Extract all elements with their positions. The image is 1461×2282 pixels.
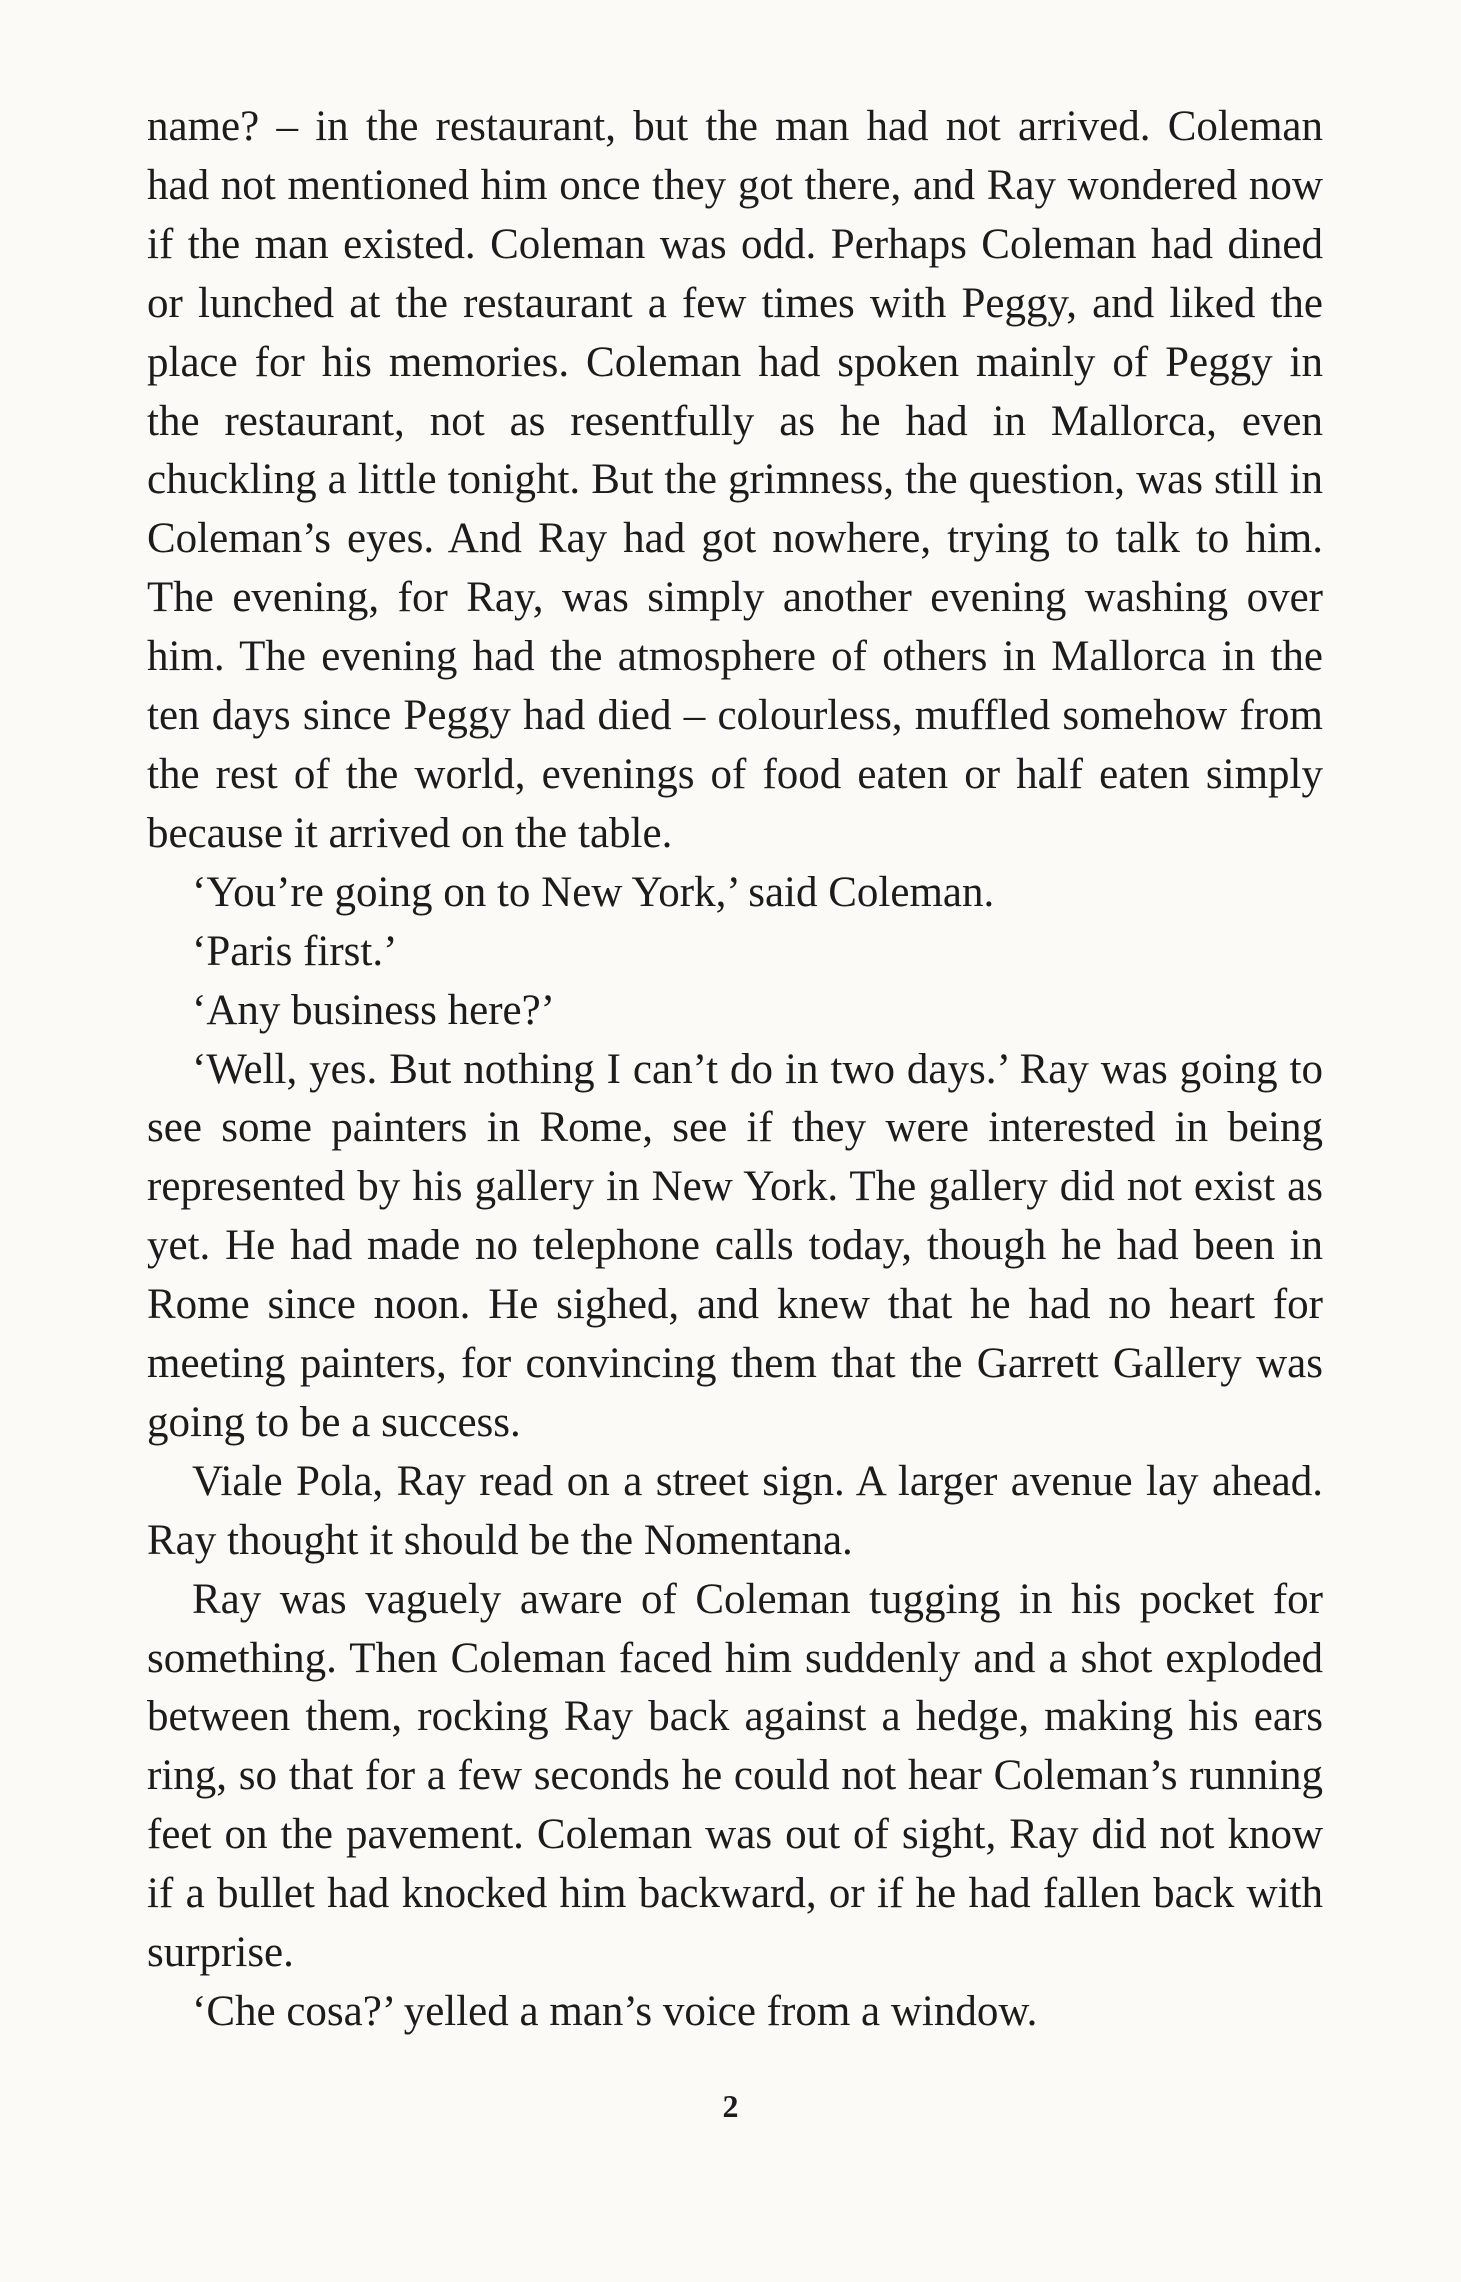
paragraph-3: ‘Paris first.’ bbox=[192, 927, 398, 975]
paragraph-5: ‘Well, yes. But nothing I can’t do in two days.’ Ray was going to see some painters in Rome, see if they were interested in being represented by his gallery in New York. The gallery did not exist as yet. He had made no telephone calls today, though he had been in Rome since noon. He sighed, and knew that he had no heart for meeting painters, for convincing them that the Garrett Gallery was going to be a success. bbox=[147, 1045, 1323, 1446]
body-text bbox=[147, 98, 1323, 2042]
paragraph-7: Ray was vaguely aware of Coleman tugging in his pocket for something. Then Coleman faced him suddenly and a shot exploded between them, rocking Ray back against a hedge, making his ears ring, so that for a few seconds he could not hear Coleman’s running feet on the pavement. Coleman was out of sight, Ray did not know if a bullet had knocked him backward, or if he had fallen back with surprise. bbox=[147, 1575, 1323, 1977]
paragraph-6: Viale Pola, Ray read on a street sign. A larger avenue lay ahead. Ray thought it should be the Nomentana. bbox=[147, 1457, 1323, 1564]
paragraph-8: ‘Che cosa?’ yelled a man’s voice from a window. bbox=[192, 1988, 1038, 2035]
page-number: 2 bbox=[722, 2088, 739, 2124]
paragraph-2: ‘You’re going on to New York,’ said Coleman. bbox=[192, 868, 995, 916]
paragraph-4: ‘Any business here?’ bbox=[192, 986, 556, 1034]
paragraph-1: name? – in the restaurant, but the man had not arrived. Coleman had not mentioned him once they got there, and Ray wondered now if the man existed. Coleman was odd. Perhaps Coleman had dined or lunched at the restaurant a few times with Peggy, and liked the place for his memories. Coleman had spoken mainly of Peggy in the restaurant, not as resentfully as he had in Mallorca, even chuckling a little tonight. But the grimness, the question, was still in Coleman’s eyes. And Ray had got nowhere, trying to talk to him. The evening, for Ray, was simply another evening washing over him. The evening had the atmosphere of others in Mallorca in the ten days since Peggy had died – colourless, muffled somehow from the rest of the world, evenings of food eaten or half eaten simply because it arrived on the table. bbox=[147, 103, 1323, 857]
